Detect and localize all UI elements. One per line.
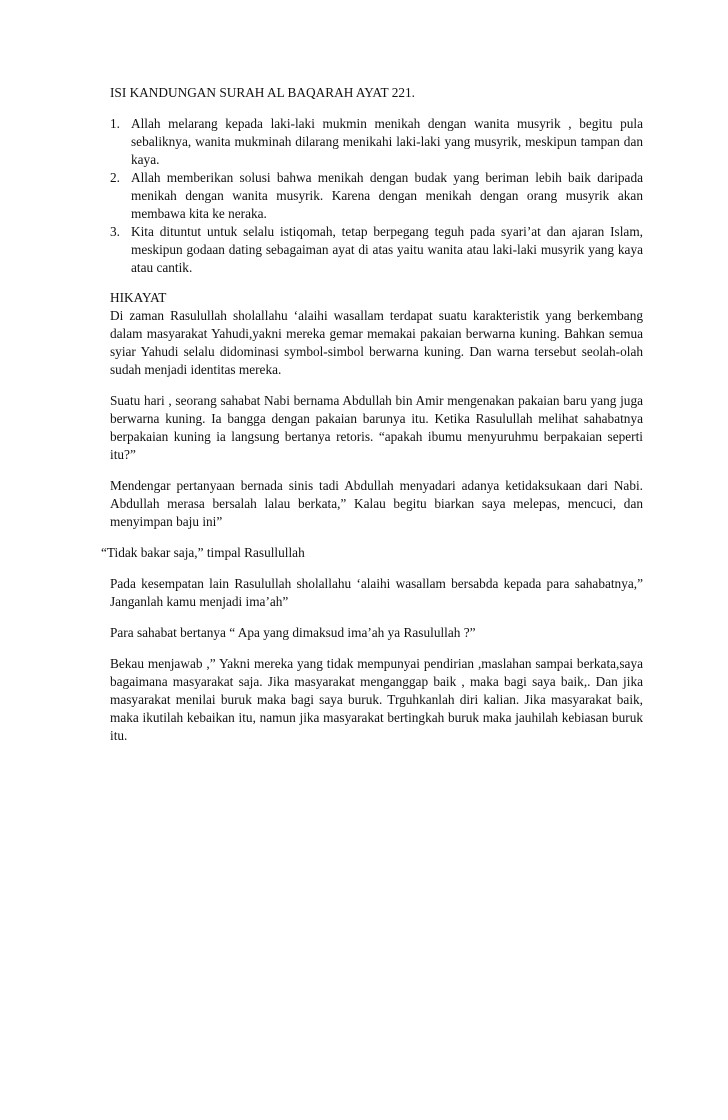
- paragraph-question: Para sahabat bertanya “ Apa yang dimaksud ima’ah ya Rasulullah ?”: [110, 625, 476, 640]
- paragraph-story: Suatu hari , seorang sahabat Nabi bernama Abdullah bin Amir mengenakan pakaian baru yang juga berwarna kuning. Ia bangga dengan pakaian barunya itu. Ketika Rasulullah melihat sahabatnya berpakaian kuning ia langsung bertanya retoris. “apakah ibumu menyuruhmu berpakaian seperti itu?”: [110, 393, 643, 462]
- list-number: 2.: [110, 170, 120, 185]
- paragraph-saying: Pada kesempatan lain Rasulullah sholallahu ‘alaihi wasallam bersabda kepada para sahabatnya,” Janganlah kamu menjadi ima’ah”: [110, 576, 643, 609]
- document-page: [101, 84, 643, 758]
- list-item-text: Allah memberikan solusi bahwa menikah dengan budak yang beriman lebih baik daripada menikah dengan wanita musyrik. Karena dengan menikah dengan orang musyrik akan membawa kita ke neraka.: [131, 170, 643, 221]
- paragraph-response: Mendengar pertanyaan bernada sinis tadi Abdullah menyadari adanya ketidaksukaan dari Nabi. Abdullah merasa bersalah lalau berkata,” Kalau begitu biarkan saya melepas, mencuci, dan menyimpan baju ini”: [110, 478, 643, 529]
- list-item-text: Kita dituntut untuk selalu istiqomah, tetap berpegang teguh pada syari’at dan ajaran Islam, meskipun godaan dating sebagaiman ayat di atas yaitu wanita atau laki-laki musyrik yang kaya atau cantik.: [131, 224, 643, 275]
- list-item: [110, 223, 643, 277]
- list-item: [110, 169, 643, 223]
- paragraph-answer: Bekau menjawab ,” Yakni mereka yang tidak mempunyai pendirian ,maslahan sampai berkata,saya bagaimana masyarakat saja. Jika masyarakat menganggap baik , maka bagi saya baik,. Dan jika masyarakat menilai buruk maka bagi saya buruk. Trguhkanlah diri kalian. Jika masyarakat baik, maka ikutilah kebaikan itu, namun jika masyarakat bertingkah buruk maka jauhilah kebiasan buruk itu.: [110, 656, 643, 743]
- list-item: [110, 115, 643, 169]
- paragraph-intro: Di zaman Rasulullah sholallahu ‘alaihi wasallam terdapat suatu karakteristik yang berkembang dalam masyarakat Yahudi,yakni mereka gemar memakai pakaian berwarna kuning. Bahkan semua syiar Yahudi selalu didominasi symbol-simbol berwarna kuning. Dan warna tersebut seolah-olah sudah menjadi identitas mereka.: [110, 308, 643, 377]
- paragraph-quote: “Tidak bakar saja,” timpal Rasullullah: [101, 545, 305, 560]
- story-heading: HIKAYAT: [110, 290, 167, 305]
- document-title: ISI KANDUNGAN SURAH AL BAQARAH AYAT 221.: [110, 85, 415, 100]
- list-item-text: Allah melarang kepada laki-laki mukmin menikah dengan wanita musyrik , begitu pula sebaliknya, wanita mukminah dilarang menikahi laki-laki yang musyrik, meskipun tampan dan kaya.: [131, 116, 643, 167]
- list-number: 3.: [110, 224, 120, 239]
- list-number: 1.: [110, 116, 120, 131]
- key-points-list: [110, 115, 643, 277]
